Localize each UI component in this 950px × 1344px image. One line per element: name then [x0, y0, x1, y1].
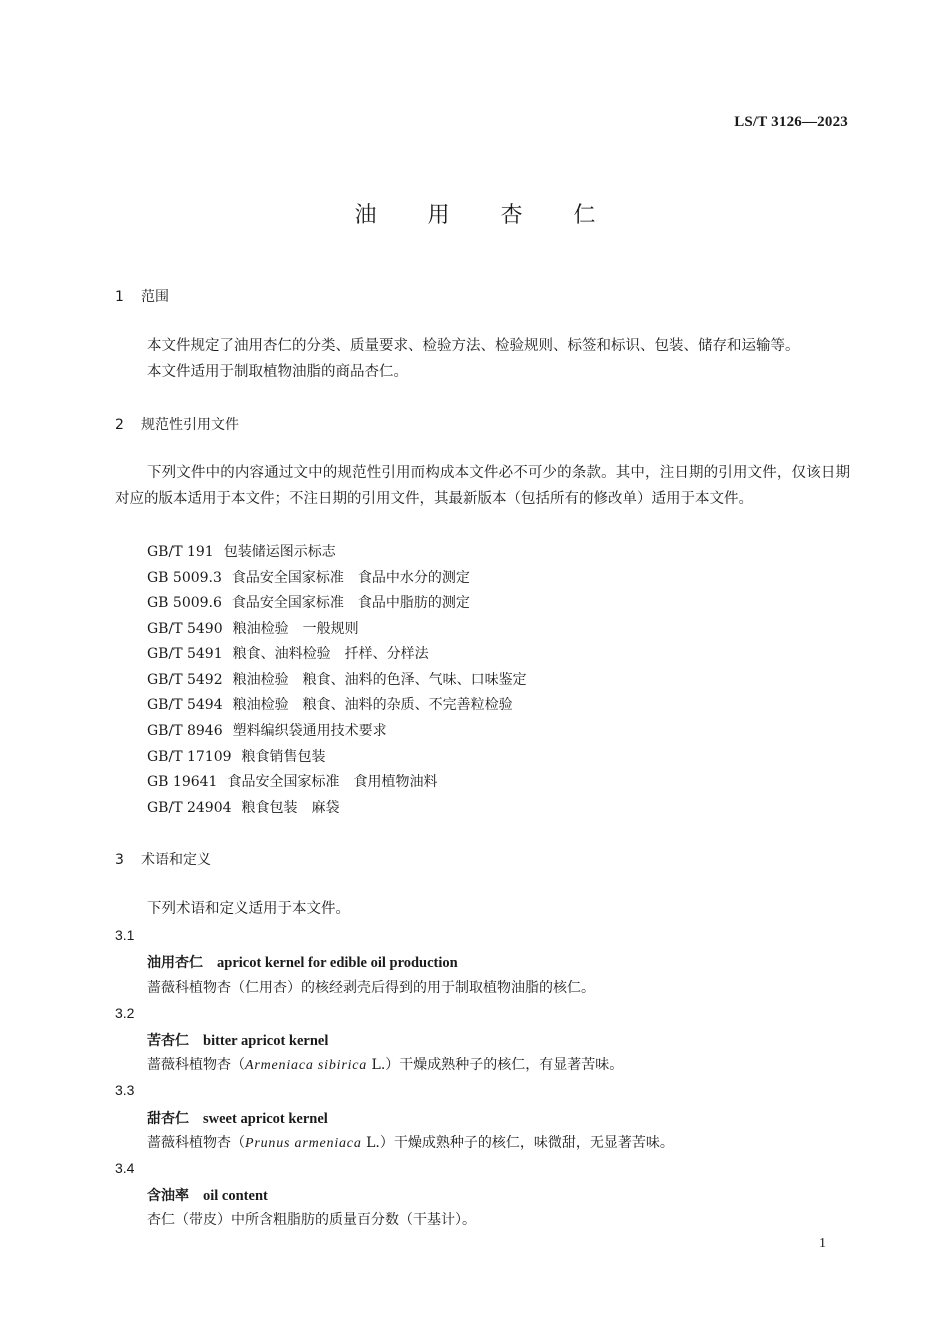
reference-item — [147, 797, 340, 817]
term-number: 3.1 — [115, 927, 135, 943]
reference-code: GB/T 24904 — [147, 800, 232, 816]
term-definition: 杏仁（带皮）中所含粗脂肪的质量百分数（干基计）。 — [147, 1212, 476, 1228]
reference-code: GB/T 17109 — [147, 749, 232, 765]
reference-code: GB/T 5490 — [147, 621, 223, 637]
reference-subtitle: 食品中水分的测定 — [357, 570, 470, 586]
term-definition: 蔷薇科植物杏（仁用杏）的核经剥壳后得到的用于制取植物油脂的核仁。 — [147, 980, 595, 996]
reference-item — [147, 771, 437, 791]
reference-item — [147, 541, 336, 561]
reference-title: 食品安全国家标准 — [231, 595, 344, 611]
term-en: apricot kernel for edible oil production — [217, 955, 458, 971]
reference-title: 食品安全国家标准 — [227, 774, 340, 790]
term-definition — [147, 1132, 674, 1152]
reference-title: 粮食销售包装 — [241, 749, 326, 765]
reference-title: 塑料编织袋通用技术要求 — [232, 723, 387, 739]
reference-subtitle: 食品中脂肪的测定 — [357, 595, 470, 611]
reference-subtitle: 扦样、分样法 — [344, 646, 429, 662]
term-en: sweet apricot kernel — [203, 1111, 328, 1127]
term-zh: 苦杏仁 — [147, 1033, 189, 1049]
reference-title: 包装储运图示标志 — [223, 544, 336, 560]
term-definition — [147, 1054, 623, 1074]
reference-title: 食品安全国家标准 — [231, 570, 344, 586]
term-number: 3.2 — [115, 1005, 135, 1021]
document-code: LS/T 3126—2023 — [734, 114, 848, 130]
page-number: 1 — [819, 1236, 826, 1251]
section-title: 规范性引用文件 — [141, 417, 239, 433]
reference-title: 粮油检验 — [232, 672, 289, 688]
reference-code: GB 19641 — [147, 774, 218, 790]
scope-paragraph-1: 本文件规定了油用杏仁的分类、质量要求、检验方法、检验规则、标签和标识、包装、储存和运输等。 — [147, 338, 800, 354]
reference-item — [147, 618, 359, 638]
terms-intro: 下列术语和定义适用于本文件。 — [147, 901, 350, 917]
reference-code: GB/T 191 — [147, 544, 214, 560]
reference-title: 粮食包装 — [241, 800, 298, 816]
reference-item — [147, 567, 470, 587]
definition-text: 蔷薇科植物杏（ — [147, 1057, 245, 1073]
reference-code: GB 5009.3 — [147, 570, 222, 586]
definition-text: 蔷薇科植物杏（ — [147, 1135, 245, 1151]
section-title: 术语和定义 — [141, 852, 211, 868]
term-heading — [147, 952, 458, 972]
reference-subtitle: 麻袋 — [311, 800, 340, 816]
term-heading — [147, 1185, 268, 1205]
reference-subtitle: 粮食、油料的色泽、气味、口味鉴定 — [302, 672, 527, 688]
reference-code: GB/T 5492 — [147, 672, 223, 688]
reference-code: GB 5009.6 — [147, 595, 222, 611]
term-en: bitter apricot kernel — [203, 1033, 329, 1049]
section-title: 范围 — [141, 289, 169, 305]
term-number: 3.3 — [115, 1082, 135, 1098]
reference-item — [147, 746, 326, 766]
term-zh: 油用杏仁 — [147, 955, 203, 971]
section-number: 1 — [115, 289, 124, 305]
section-heading-terms — [115, 849, 211, 869]
section-heading-scope — [115, 286, 169, 306]
term-zh: 含油率 — [147, 1188, 189, 1204]
section-number: 3 — [115, 852, 124, 868]
reference-item — [147, 643, 429, 663]
definition-text: L.）干燥成熟种子的核仁，有显著苦味。 — [367, 1057, 624, 1073]
term-zh: 甜杏仁 — [147, 1111, 189, 1127]
term-number: 3.4 — [115, 1160, 135, 1176]
reference-subtitle: 粮食、油料的杂质、不完善粒检验 — [302, 697, 513, 713]
reference-title: 粮油检验 — [232, 697, 289, 713]
reference-code: GB/T 5491 — [147, 646, 223, 662]
normative-intro: 下列文件中的内容通过文中的规范性引用而构成本文件必不可少的条款。其中，注日期的引用文件，仅该日期对应的版本适用于本文件；不注日期的引用文件，其最新版本（包括所有的修改单）适用于本文件。 — [115, 465, 850, 507]
scope-paragraph-2: 本文件适用于制取植物油脂的商品杏仁。 — [147, 364, 408, 380]
reference-subtitle: 食用植物油料 — [353, 774, 438, 790]
section-heading-normative — [115, 414, 239, 434]
reference-title: 粮食、油料检验 — [232, 646, 331, 662]
reference-item — [147, 694, 513, 714]
reference-item — [147, 720, 387, 740]
reference-code: GB/T 8946 — [147, 723, 223, 739]
term-en: oil content — [203, 1188, 268, 1204]
term-heading — [147, 1030, 328, 1050]
reference-item — [147, 669, 527, 689]
document-title: 油 用 杏 仁 — [354, 203, 618, 228]
species-name: Prunus armeniaca — [245, 1136, 362, 1151]
definition-text: L.）干燥成熟种子的核仁，味微甜，无显著苦味。 — [361, 1135, 674, 1151]
reference-title: 粮油检验 — [232, 621, 289, 637]
reference-subtitle: 一般规则 — [302, 621, 359, 637]
reference-code: GB/T 5494 — [147, 697, 223, 713]
reference-item — [147, 592, 470, 612]
species-name: Armeniaca sibirica — [245, 1058, 368, 1073]
section-number: 2 — [115, 417, 124, 433]
term-heading — [147, 1108, 328, 1128]
